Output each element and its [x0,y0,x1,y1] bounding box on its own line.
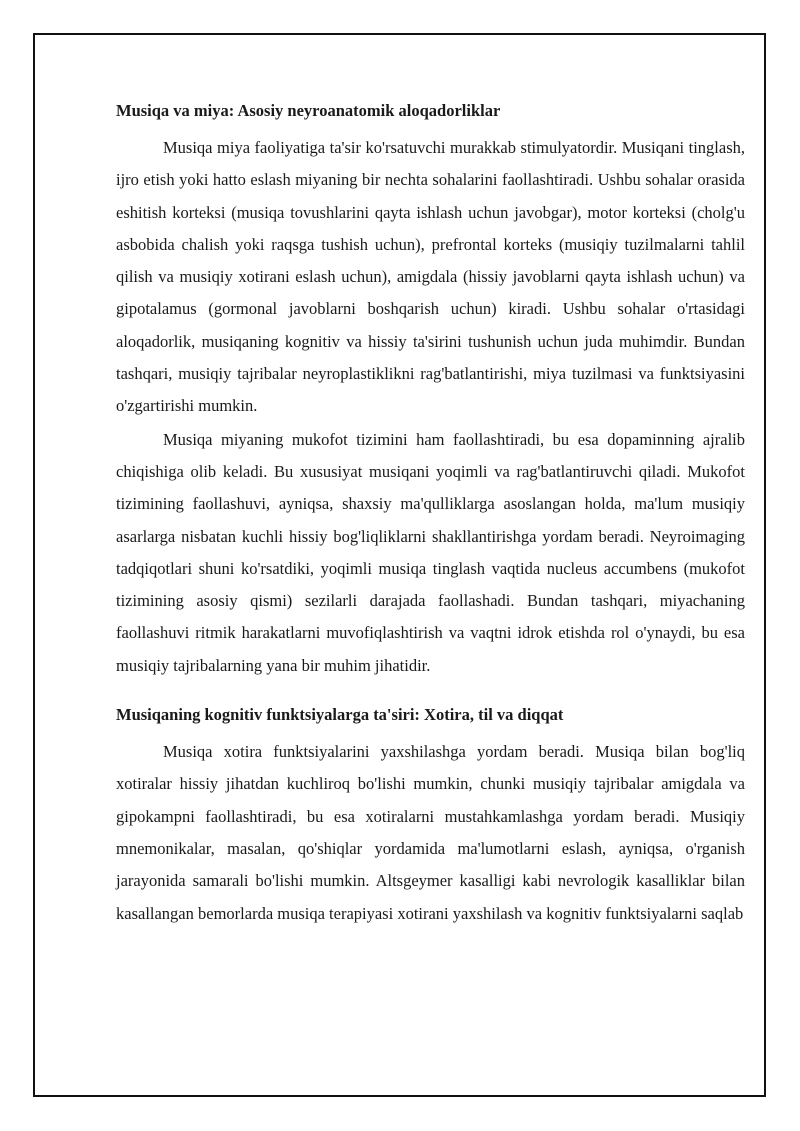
document-body [116,99,745,930]
body-paragraph: Musiqa miyaning mukofot tizimini ham faollashtiradi, bu esa dopaminning ajralib chiqishiga olib keladi. Bu xususiyat musiqani yoqimli va rag'batlantiruvchi qiladi. Mukofot tizimining faollashuvi, ayniqsa, shaxsiy ma'qulliklarga asoslangan holda, ma'lum musiqiy asarlarga nisbatan kuchli hissiy bog'liqliklarni shakllantirishga yordam beradi. Neyroimaging tadqiqotlari shuni ko'rsatdiki, yoqimli musiqa tinglash vaqtida nucleus accumbens (mukofot tizimining asosiy qismi) sezilarli darajada faollashadi. Bundan tashqari, miyachaning faollashuvi ritmik harakatlarni muvofiqlashtirish va vaqtni idrok etishda rol o'ynaydi, bu esa musiqiy tajribalarning yana bir muhim jihatidir. [116,429,745,675]
body-paragraph: Musiqa xotira funktsiyalarini yaxshilashga yordam beradi. Musiqa bilan bog'liq xotiralar hissiy jihatdan kuchliroq bo'lishi mumkin, chunki musiqiy tajribalar amigdala va gipokampni faollashtiradi, bu esa xotiralarni mustahkamlashga yordam beradi. Musiqiy mnemonikalar, masalan, qo'shiqlar yordamida ma'lumotlarni eslash, ayniqsa, o'rganish jarayonida samarali bo'lishi mumkin. Altsgeymer kasalligi kabi nevrologik kasalliklar bilan kasallangan bemorlarda musiqa terapiyasi xotirani yaxshilash va kognitiv funktsiyalarni saqlab [116,742,745,923]
section-heading: Musiqa va miya: Asosiy neyroanatomik aloqadorliklar [116,101,501,120]
body-paragraph: Musiqa miya faoliyatiga ta'sir ko'rsatuvchi murakkab stimulyatordir. Musiqani tinglash, ijro etish yoki hatto eslash miyaning bir nechta sohalarini faollashtiradi. Ushbu sohalar orasida eshitish korteksi (musiqa tovushlarini qayta ishlash uchun javobgar), motor korteksi (cholg'u asbobida chalish yoki raqsga tushish uchun), prefrontal korteks (musiqiy tuzilmalarni tahlil qilish va musiqiy xotirani eslash uchun), amigdala (hissiy javoblarni qayta ishlash uchun) va gipotalamus (gormonal javoblarni boshqarish uchun) kiradi. Ushbu sohalar o'rtasidagi aloqadorlik, musiqaning kognitiv va hissiy ta'sirini tushunish uchun juda muhimdir. Bundan tashqari, musiqiy tajribalar neyroplastiklikni rag'batlantirishi, miya tuzilmasi va funktsiyasini o'zgartirishi mumkin. [116,138,745,416]
page-border [33,33,766,1097]
section-heading: Musiqaning kognitiv funktsiyalarga ta'siri: Xotira, til va diqqat [116,705,564,725]
